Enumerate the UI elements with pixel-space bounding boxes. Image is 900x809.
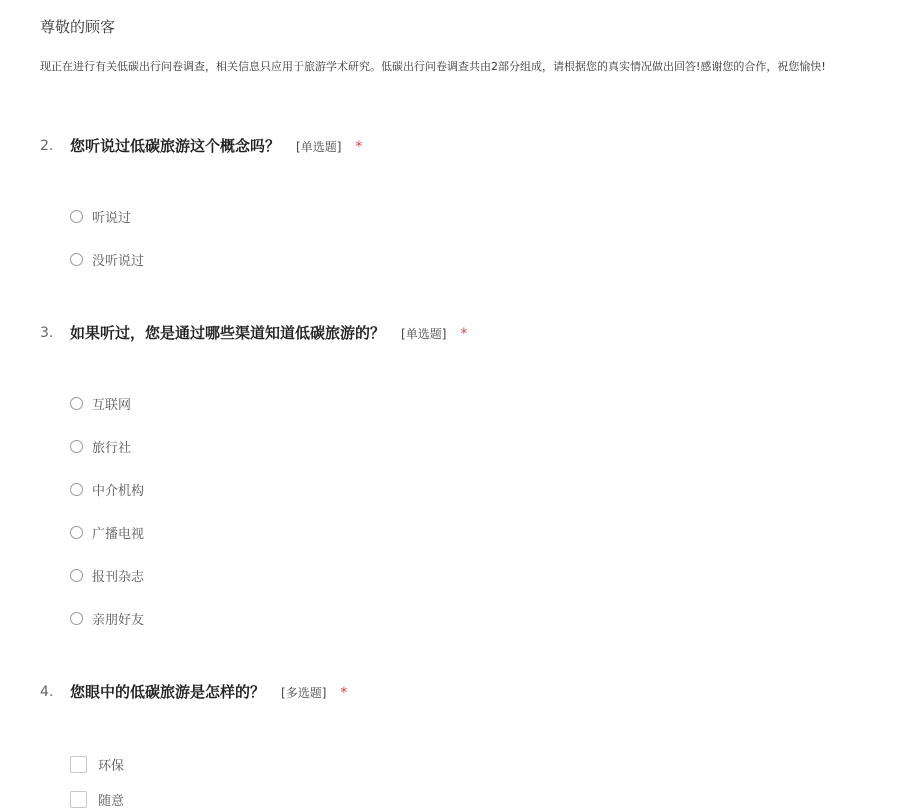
checkbox[interactable]	[70, 756, 87, 773]
radio-button[interactable]	[70, 440, 83, 453]
option-label: 环保	[98, 758, 125, 774]
option-label: 随意	[98, 793, 125, 809]
question-type: [多选题]	[281, 686, 327, 700]
radio-button[interactable]	[70, 569, 83, 582]
option-heard[interactable]	[70, 206, 131, 226]
checkbox[interactable]	[70, 791, 87, 808]
radio-button[interactable]	[70, 210, 83, 223]
option-casual[interactable]	[70, 789, 124, 809]
radio-button[interactable]	[70, 526, 83, 539]
radio-button[interactable]	[70, 397, 83, 410]
radio-button[interactable]	[70, 253, 83, 266]
option-label: 旅行社	[92, 440, 132, 456]
question-number: 4.	[40, 684, 54, 700]
option-internet[interactable]	[70, 393, 131, 413]
required-marker: *	[340, 685, 348, 701]
question-title	[70, 135, 362, 158]
option-label: 广播电视	[92, 526, 145, 542]
required-marker: *	[355, 139, 363, 155]
question-number: 2.	[40, 138, 54, 154]
option-eco-friendly[interactable]	[70, 754, 124, 774]
option-friends-family[interactable]	[70, 608, 144, 628]
option-label: 互联网	[92, 397, 132, 413]
option-label: 报刊杂志	[92, 569, 145, 585]
option-not-heard[interactable]	[70, 249, 144, 269]
required-marker: *	[460, 326, 468, 342]
option-newspapers-magazines[interactable]	[70, 565, 144, 585]
radio-button[interactable]	[70, 612, 83, 625]
question-text: 您听说过低碳旅游这个概念吗？	[70, 137, 281, 155]
option-label: 中介机构	[92, 483, 145, 499]
option-label: 亲朋好友	[92, 612, 145, 628]
question-text: 您眼中的低碳旅游是怎样的？	[70, 683, 266, 701]
question-type: [单选题]	[296, 140, 342, 154]
question-title	[70, 322, 467, 345]
option-travel-agency[interactable]	[70, 436, 131, 456]
greeting: 尊敬的顾客	[40, 18, 116, 36]
option-label: 没听说过	[92, 253, 145, 269]
question-type: [单选题]	[401, 327, 447, 341]
option-intermediary[interactable]	[70, 479, 144, 499]
option-broadcast-tv[interactable]	[70, 522, 144, 542]
survey-intro: 现正在进行有关低碳出行问卷调查，相关信息只应用于旅游学术研究。低碳出行问卷调查共由2部分组成，请根据您的真实情况做出回答!感谢您的合作，祝您愉快!	[40, 60, 826, 73]
option-label: 听说过	[92, 210, 132, 226]
radio-button[interactable]	[70, 483, 83, 496]
question-title	[70, 681, 347, 704]
question-text: 如果听过，您是通过哪些渠道知道低碳旅游的？	[70, 324, 386, 342]
question-number: 3.	[40, 325, 54, 341]
